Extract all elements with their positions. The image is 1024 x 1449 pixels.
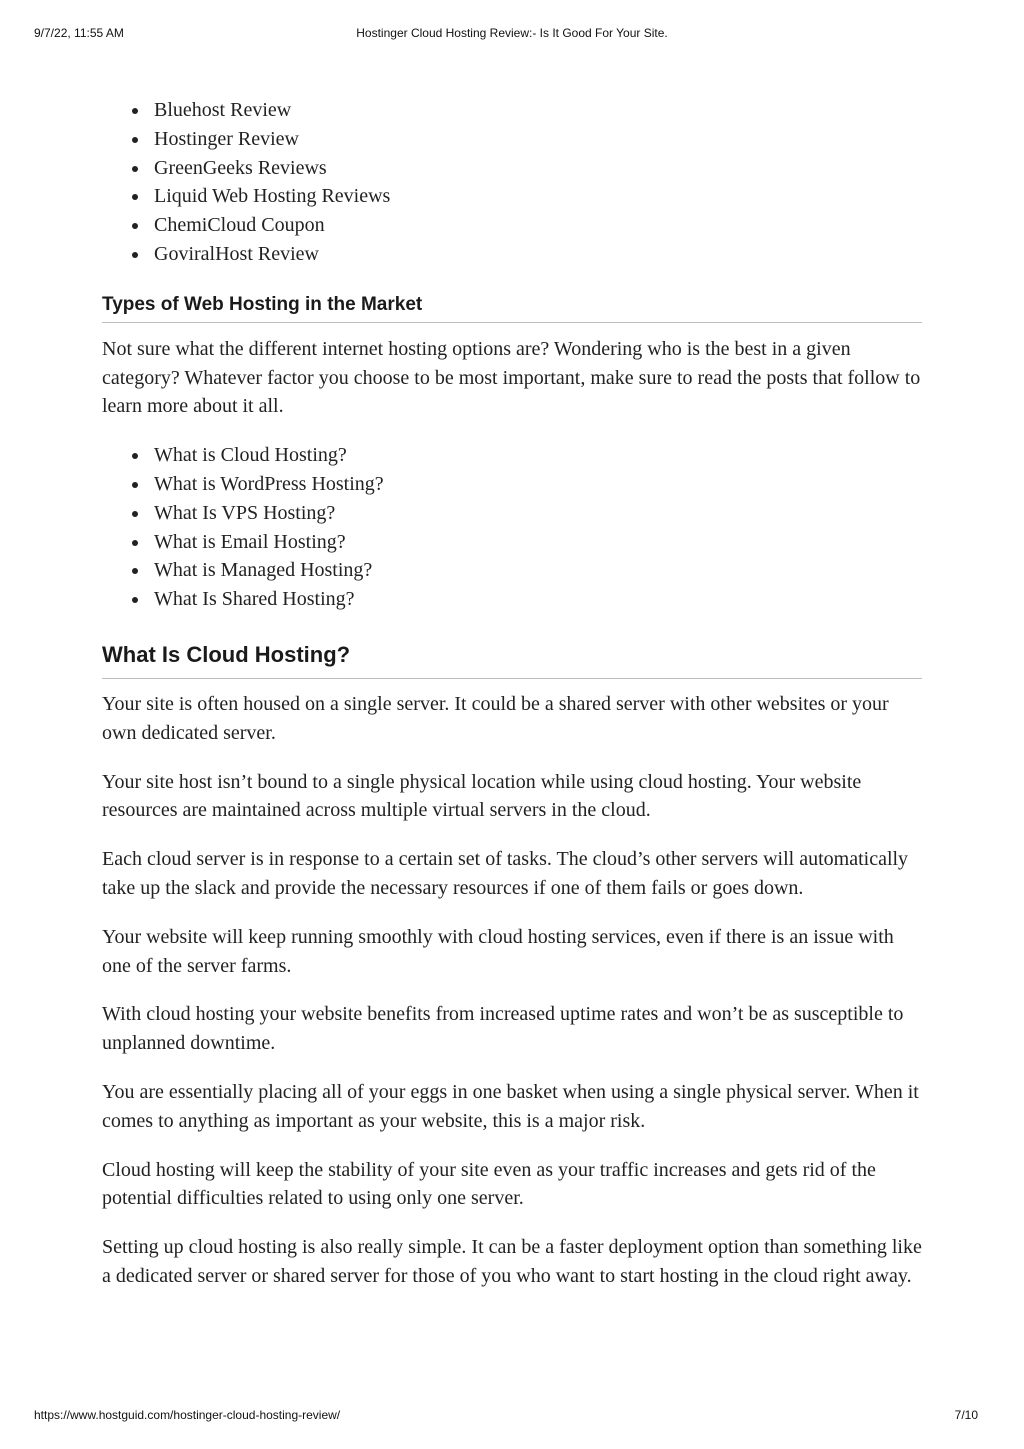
list-item[interactable]: What is Managed Hosting? bbox=[102, 556, 922, 585]
print-footer bbox=[0, 1408, 1024, 1424]
list-item[interactable]: What is WordPress Hosting? bbox=[102, 470, 922, 499]
section-heading-cloud: What Is Cloud Hosting? bbox=[102, 642, 922, 679]
list-item[interactable]: ChemiCloud Coupon bbox=[102, 211, 922, 240]
types-intro-paragraph: Not sure what the different internet hosting options are? Wondering who is the best in a given category? Whatever factor you choose to be most important, make sure to read the posts that follow to learn more about it all. bbox=[102, 337, 921, 418]
list-item[interactable]: What is Cloud Hosting? bbox=[102, 441, 922, 470]
list-item[interactable]: GreenGeeks Reviews bbox=[102, 154, 922, 183]
article-content bbox=[102, 96, 922, 1311]
list-item[interactable]: What is Email Hosting? bbox=[102, 528, 922, 557]
paragraph: Cloud hosting will keep the stability of your site even as your traffic increases and gets rid of the potential difficulties related to using only one server. bbox=[102, 1158, 876, 1210]
paragraph: Your site host isn’t bound to a single physical location while using cloud hosting. Your website resources are maintained across multiple virtual servers in the cloud. bbox=[102, 770, 862, 822]
paragraph: Setting up cloud hosting is also really simple. It can be a faster deployment option than something like a dedicated server or shared server for those of you who want to start hosting in the cloud right away. bbox=[102, 1236, 922, 1287]
list-item[interactable]: GoviralHost Review bbox=[102, 240, 922, 269]
paragraph: You are essentially placing all of your eggs in one basket when using a single physical server. When it comes to anything as important as your website, this is a major risk. bbox=[102, 1080, 919, 1132]
print-header bbox=[0, 26, 1024, 42]
paragraph: Each cloud server is in response to a certain set of tasks. The cloud’s other servers will automatically take up the slack and provide the necessary resources if one of them fails or goes down. bbox=[102, 848, 909, 899]
section-heading-types: Types of Web Hosting in the Market bbox=[102, 294, 922, 323]
list-item[interactable]: Bluehost Review bbox=[102, 96, 922, 125]
hosting-types-list bbox=[102, 441, 922, 614]
paragraph: Your website will keep running smoothly with cloud hosting services, even if there is an issue with one of the server farms. bbox=[102, 925, 894, 977]
list-item[interactable]: Hostinger Review bbox=[102, 125, 922, 154]
paragraph: With cloud hosting your website benefits from increased uptime rates and won’t be as susceptible to unplanned downtime. bbox=[102, 1003, 904, 1055]
related-links-list bbox=[102, 96, 922, 269]
paragraph: Your site is often housed on a single server. It could be a shared server with other websites or your own dedicated server. bbox=[102, 692, 889, 744]
list-item[interactable]: What Is Shared Hosting? bbox=[102, 585, 922, 614]
print-url: https://www.hostguid.com/hostinger-cloud-hosting-review/ bbox=[34, 1408, 341, 1422]
list-item[interactable]: Liquid Web Hosting Reviews bbox=[102, 182, 922, 211]
print-datetime: 9/7/22, 11:55 AM bbox=[34, 26, 124, 40]
page-number: 7/10 bbox=[954, 1408, 978, 1422]
print-page-title: Hostinger Cloud Hosting Review:- Is It Good For Your Site. bbox=[356, 26, 668, 40]
list-item[interactable]: What Is VPS Hosting? bbox=[102, 499, 922, 528]
